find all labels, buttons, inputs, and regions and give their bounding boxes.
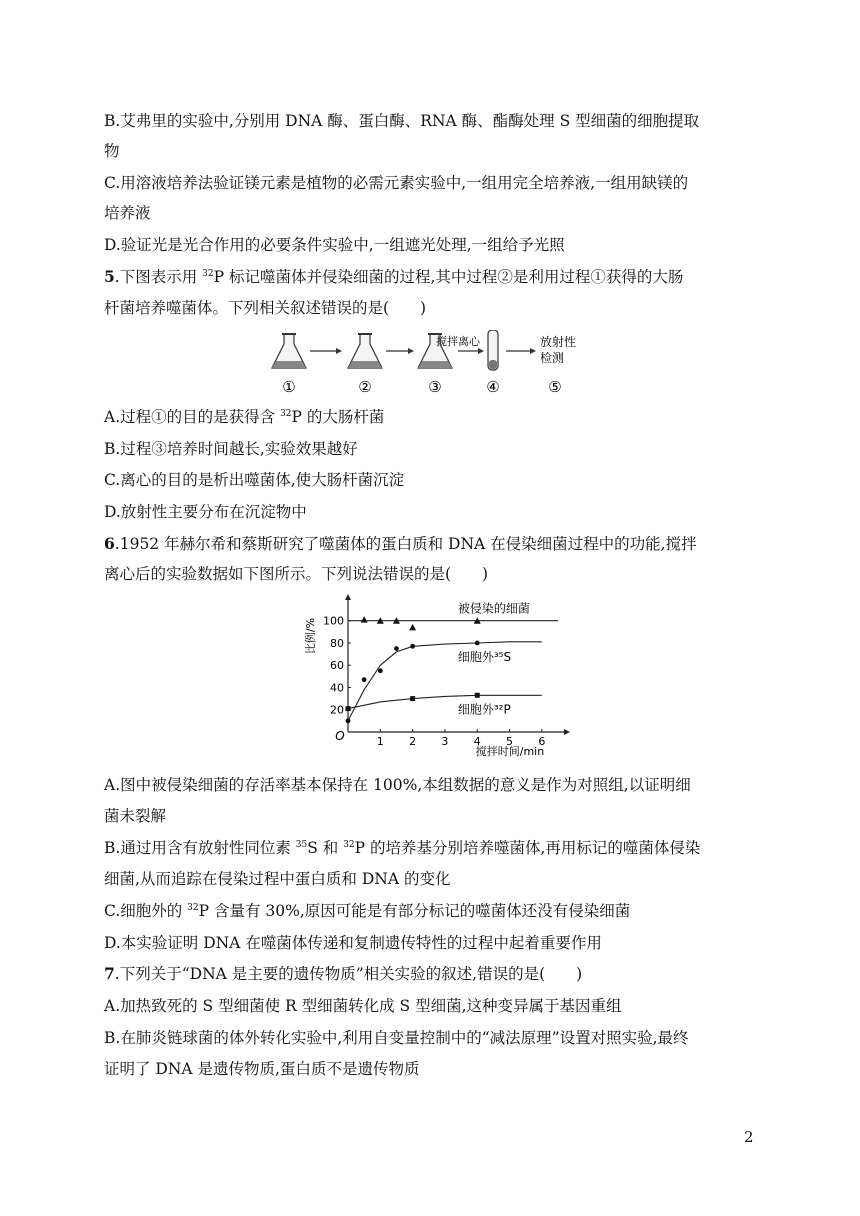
q6-stem-line2: 离心后的实验数据如下图所示。下列说法错误的是( ): [104, 565, 489, 583]
point-2-0: [346, 706, 351, 711]
x-axis-label: 搅拌时间/min: [475, 745, 545, 758]
series-curve-1: [348, 642, 542, 721]
point-2-2: [475, 693, 480, 698]
x-tick-label-1: 1: [376, 735, 384, 748]
y-tick-label-20: 20: [330, 703, 344, 717]
q7-option-a: A.加热致死的 S 型细菌使 R 型细菌转化成 S 型细菌,这种变异属于基因重组: [104, 997, 622, 1015]
q4-option-b-line2: 物: [104, 142, 120, 160]
point-1-3: [394, 646, 399, 651]
x-axis-arrow: [564, 729, 570, 735]
q5-option-a: A.过程①的目的是获得含 $^{32}$P 的大肠杆菌: [104, 408, 385, 426]
q7-option-b-line2: 证明了 DNA 是遗传物质,蛋白质不是遗传物质: [104, 1060, 420, 1078]
x-tick-label-2: 2: [409, 735, 417, 748]
point-1-5: [475, 641, 480, 646]
q4-option-b-line1: B.艾弗里的实验中,分别用 DNA 酶、蛋白酶、RNA 酶、酯酶处理 S 型细菌的细胞提取: [104, 112, 700, 130]
x-tick-label-5: 5: [506, 735, 514, 748]
q5-stem-line1: 5.下图表示用 $^{32}$P 标记噬菌体并侵染细菌的过程,其中过程②是利用过程①获得的大肠: [104, 267, 684, 286]
q5-option-d: D.放射性主要分布在沉淀物中: [104, 503, 307, 521]
detect-label-line2: 检测: [540, 351, 565, 365]
step-label-4: ④: [486, 378, 500, 396]
flask-1-icon: [272, 334, 306, 368]
q6-option-b-line1: B.通过用含有放射性同位素 $^{35}$S 和 $^{32}$P 的培养基分别培养噬菌体,再用标记的噬菌体侵染: [104, 839, 701, 857]
q4-option-c-line1: C.用溶液培养法验证镁元素是植物的必需元素实验中,一组用完全培养液,一组用缺镁的: [104, 174, 689, 192]
series-curve-2: [348, 695, 542, 708]
q7-option-b-line1: B.在肺炎链球菌的体外转化实验中,利用自变量控制中的“减法原理”设置对照实验,最终: [104, 1029, 689, 1047]
q5-option-c: C.离心的目的是析出噬菌体,使大肠杆菌沉淀: [104, 471, 405, 489]
series-name-1: 细胞外³⁵S: [457, 649, 512, 664]
page-number: 2: [744, 1128, 754, 1146]
y-axis-arrow: [345, 594, 351, 600]
q7-stem: 7.下列关于“DNA 是主要的遗传物质”相关实验的叙述,错误的是( ): [104, 964, 583, 983]
q4-option-d: D.验证光是光合作用的必要条件实验中,一组遮光处理,一组给予光照: [104, 236, 565, 254]
q4-option-c-line2: 培养液: [104, 204, 151, 222]
series-name-2: 细胞外³²P: [457, 702, 511, 717]
step-label-3: ③: [428, 378, 442, 396]
q6-option-d: D.本实验证明 DNA 在噬菌体传递和复制遗传特性的过程中起着重要作用: [104, 934, 602, 952]
y-tick-label-60: 60: [330, 659, 344, 673]
q6-option-a-line2: 菌未裂解: [104, 807, 167, 825]
step-label-5: ⑤: [548, 378, 562, 396]
series-name-0: 被侵染的细菌: [457, 601, 530, 616]
point-2-1: [410, 696, 415, 701]
q5-stem-line2: 杆菌培养噬菌体。下列相关叙述错误的是( ): [104, 299, 427, 317]
y-tick-label-40: 40: [330, 681, 344, 695]
point-1-1: [362, 677, 367, 682]
x-tick-label-3: 3: [441, 735, 449, 748]
y-tick-label-80: 80: [330, 636, 344, 650]
step-label-2: ②: [358, 378, 372, 396]
q6-option-a-line1: A.图中被侵染细菌的存活率基本保持在 100%,本组数据的意义是作为对照组,以证明细: [104, 776, 691, 794]
q6-option-c: C.细胞外的 $^{32}$P 含量有 30%,原因可能是有部分标记的噬菌体还没有侵染细菌: [104, 902, 631, 920]
point-1-2: [378, 668, 383, 673]
origin-label: O: [335, 729, 345, 743]
q5-process-figure: [268, 330, 598, 398]
q6-option-b-line2: 细菌,从而追踪在侵染过程中蛋白质和 DNA 的变化: [104, 870, 451, 888]
point-1-4: [410, 644, 415, 649]
detect-label-line1: 放射性: [540, 335, 577, 349]
point-0-3: [409, 624, 416, 631]
step-label-1: ①: [282, 378, 296, 396]
point-0-0: [361, 616, 368, 623]
x-tick-label-6: 6: [538, 735, 546, 748]
test-tube-icon: [488, 330, 498, 370]
stir-centrifuge-label: 搅拌离心: [436, 335, 480, 348]
y-axis-label: 比例/%: [304, 617, 317, 655]
point-1-0: [346, 718, 351, 723]
q6-stem-line1: 6.1952 年赫尔希和蔡斯研究了噬菌体的蛋白质和 DNA 在侵染细菌过程中的功能,搅拌: [104, 534, 697, 553]
q5-option-b: B.过程③培养时间越长,实验效果越好: [104, 440, 358, 458]
y-tick-label-100: 100: [323, 614, 344, 628]
flask-2-icon: [348, 334, 382, 368]
x-tick-label-4: 4: [473, 735, 481, 748]
q6-line-chart: [300, 592, 570, 760]
